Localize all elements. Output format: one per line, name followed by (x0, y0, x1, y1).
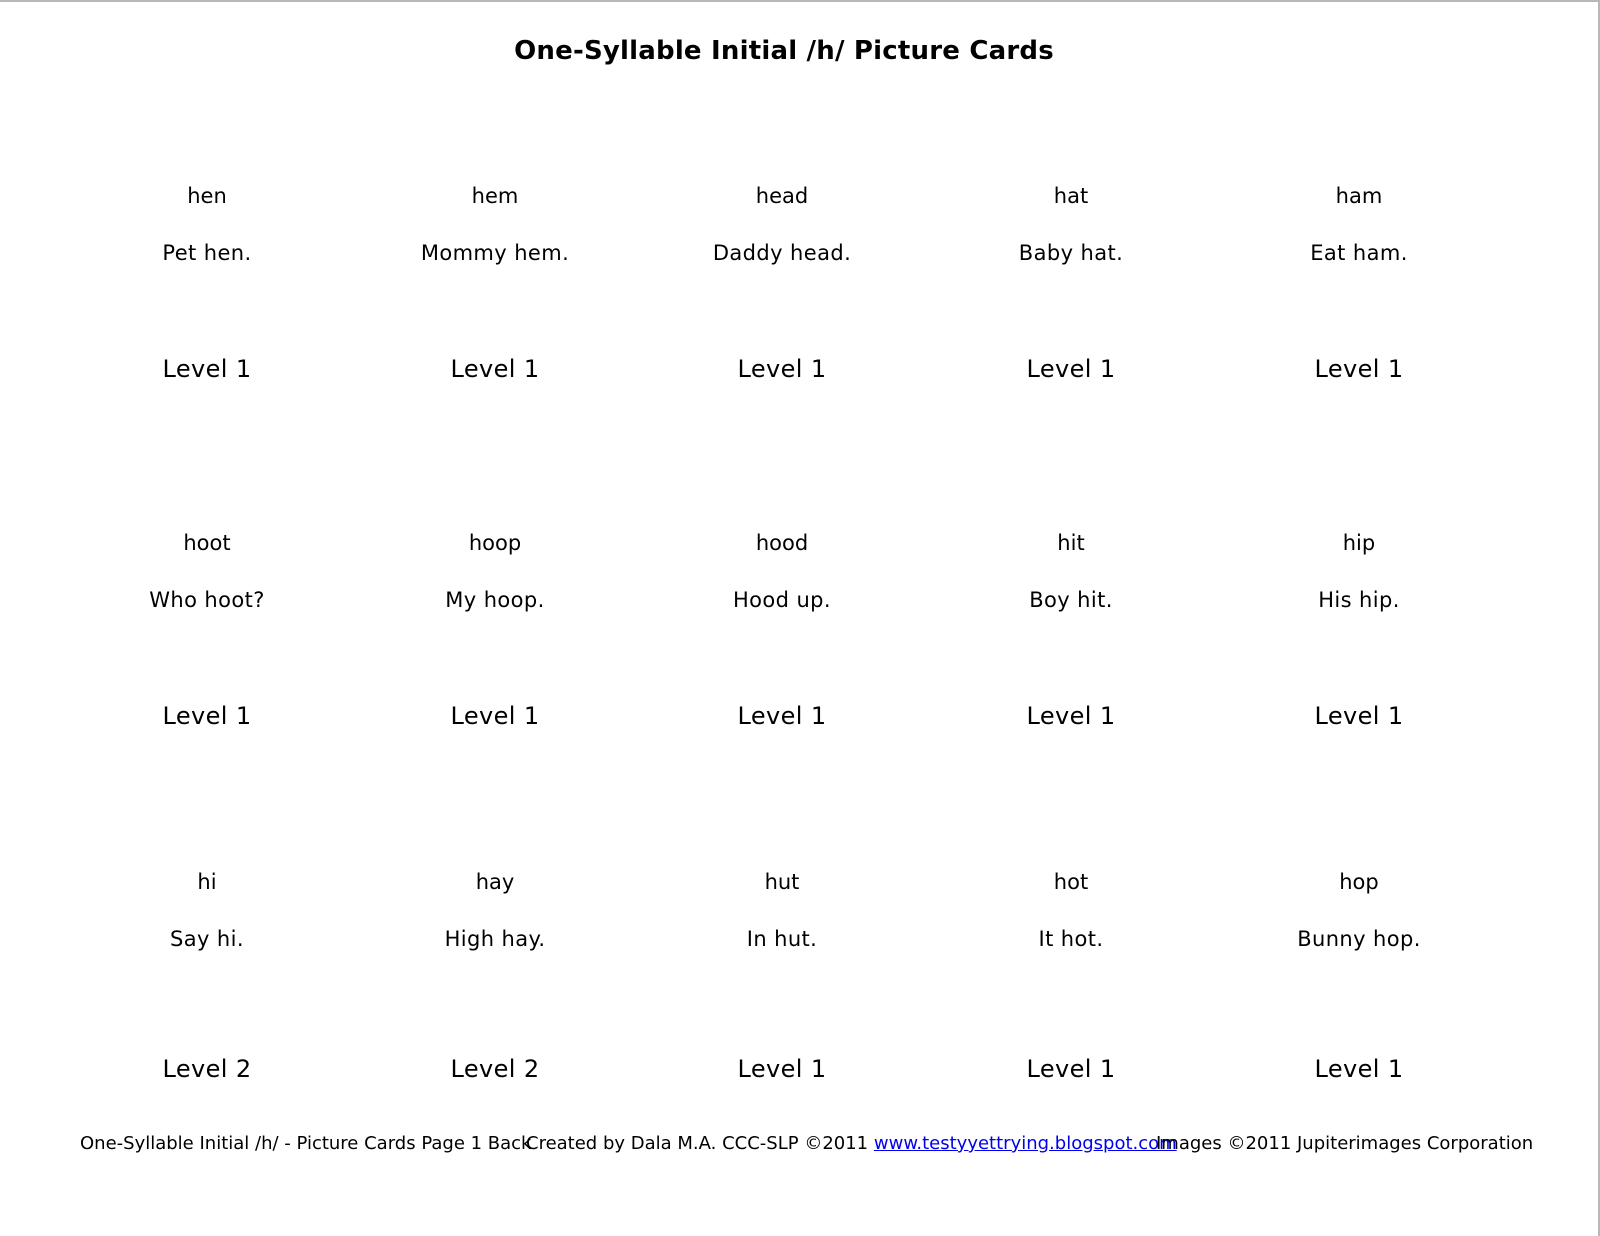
card-word: head (755, 184, 809, 208)
card-word: hoop (468, 531, 522, 555)
card-level: Level 2 (162, 1055, 252, 1083)
card-sentence: It hot. (1038, 927, 1104, 951)
card-level: Level 1 (1314, 1055, 1404, 1083)
card-sentence: Baby hat. (1018, 241, 1124, 265)
card-level: Level 1 (1026, 355, 1116, 383)
card-word: ham (1335, 184, 1383, 208)
card-sentence: Say hi. (170, 927, 244, 951)
footer-left: One-Syllable Initial /h/ - Picture Cards Page 1 Back (80, 1133, 532, 1154)
top-border (0, 0, 1600, 2)
card-level: Level 1 (1026, 702, 1116, 730)
card (67, 868, 347, 1128)
card (642, 182, 922, 442)
card-word: hay (475, 870, 515, 894)
card (642, 529, 922, 789)
card-sentence: Pet hen. (162, 241, 252, 265)
card-word: hat (1053, 184, 1089, 208)
card-level: Level 1 (1314, 702, 1404, 730)
footer-center (526, 1132, 1177, 1156)
card-level: Level 1 (737, 355, 827, 383)
footer-link[interactable]: www.testyyettrying.blogspot.com (873, 1133, 1177, 1154)
card-sentence: High hay. (444, 927, 546, 951)
card-level: Level 1 (162, 355, 252, 383)
card-word: hit (1057, 531, 1085, 555)
card-sentence: Boy hit. (1029, 588, 1113, 612)
card-sentence: Hood up. (732, 588, 831, 612)
card-word: hut (764, 870, 800, 894)
card (1219, 182, 1499, 442)
card-level: Level 1 (162, 702, 252, 730)
card-level: Level 1 (1026, 1055, 1116, 1083)
card-word: hi (197, 870, 217, 894)
card (642, 868, 922, 1128)
card (931, 868, 1211, 1128)
card-sentence: His hip. (1318, 588, 1400, 612)
card (67, 529, 347, 789)
card-level: Level 1 (1314, 355, 1404, 383)
footer-right: Images ©2011 Jupiterimages Corporation (1156, 1133, 1534, 1154)
card-word: hip (1342, 531, 1376, 555)
card-sentence: Bunny hop. (1297, 927, 1421, 951)
card-word: hot (1053, 870, 1089, 894)
card-level: Level 1 (737, 702, 827, 730)
card-word: hem (471, 184, 519, 208)
card-word: hood (755, 531, 809, 555)
card-level: Level 2 (450, 1055, 540, 1083)
card-level: Level 1 (450, 702, 540, 730)
card-word: hop (1339, 870, 1379, 894)
page-title: One-Syllable Initial /h/ Picture Cards (514, 36, 1054, 66)
card (355, 182, 635, 442)
card-word: hoot (183, 531, 231, 555)
card-sentence: My hoop. (445, 588, 545, 612)
card-sentence: Daddy head. (712, 241, 852, 265)
card-level: Level 1 (450, 355, 540, 383)
card (355, 868, 635, 1128)
card-sentence: Mommy hem. (420, 241, 570, 265)
card (1219, 529, 1499, 789)
card (931, 529, 1211, 789)
card-sentence: In hut. (746, 927, 818, 951)
card (67, 182, 347, 442)
card-sentence: Eat ham. (1310, 241, 1408, 265)
card-level: Level 1 (737, 1055, 827, 1083)
card (931, 182, 1211, 442)
footer-credit: Created by Dala M.A. CCC-SLP ©2011 (526, 1133, 869, 1154)
card-word: hen (187, 184, 227, 208)
card-sentence: Who hoot? (149, 588, 265, 612)
card (355, 529, 635, 789)
card (1219, 868, 1499, 1128)
